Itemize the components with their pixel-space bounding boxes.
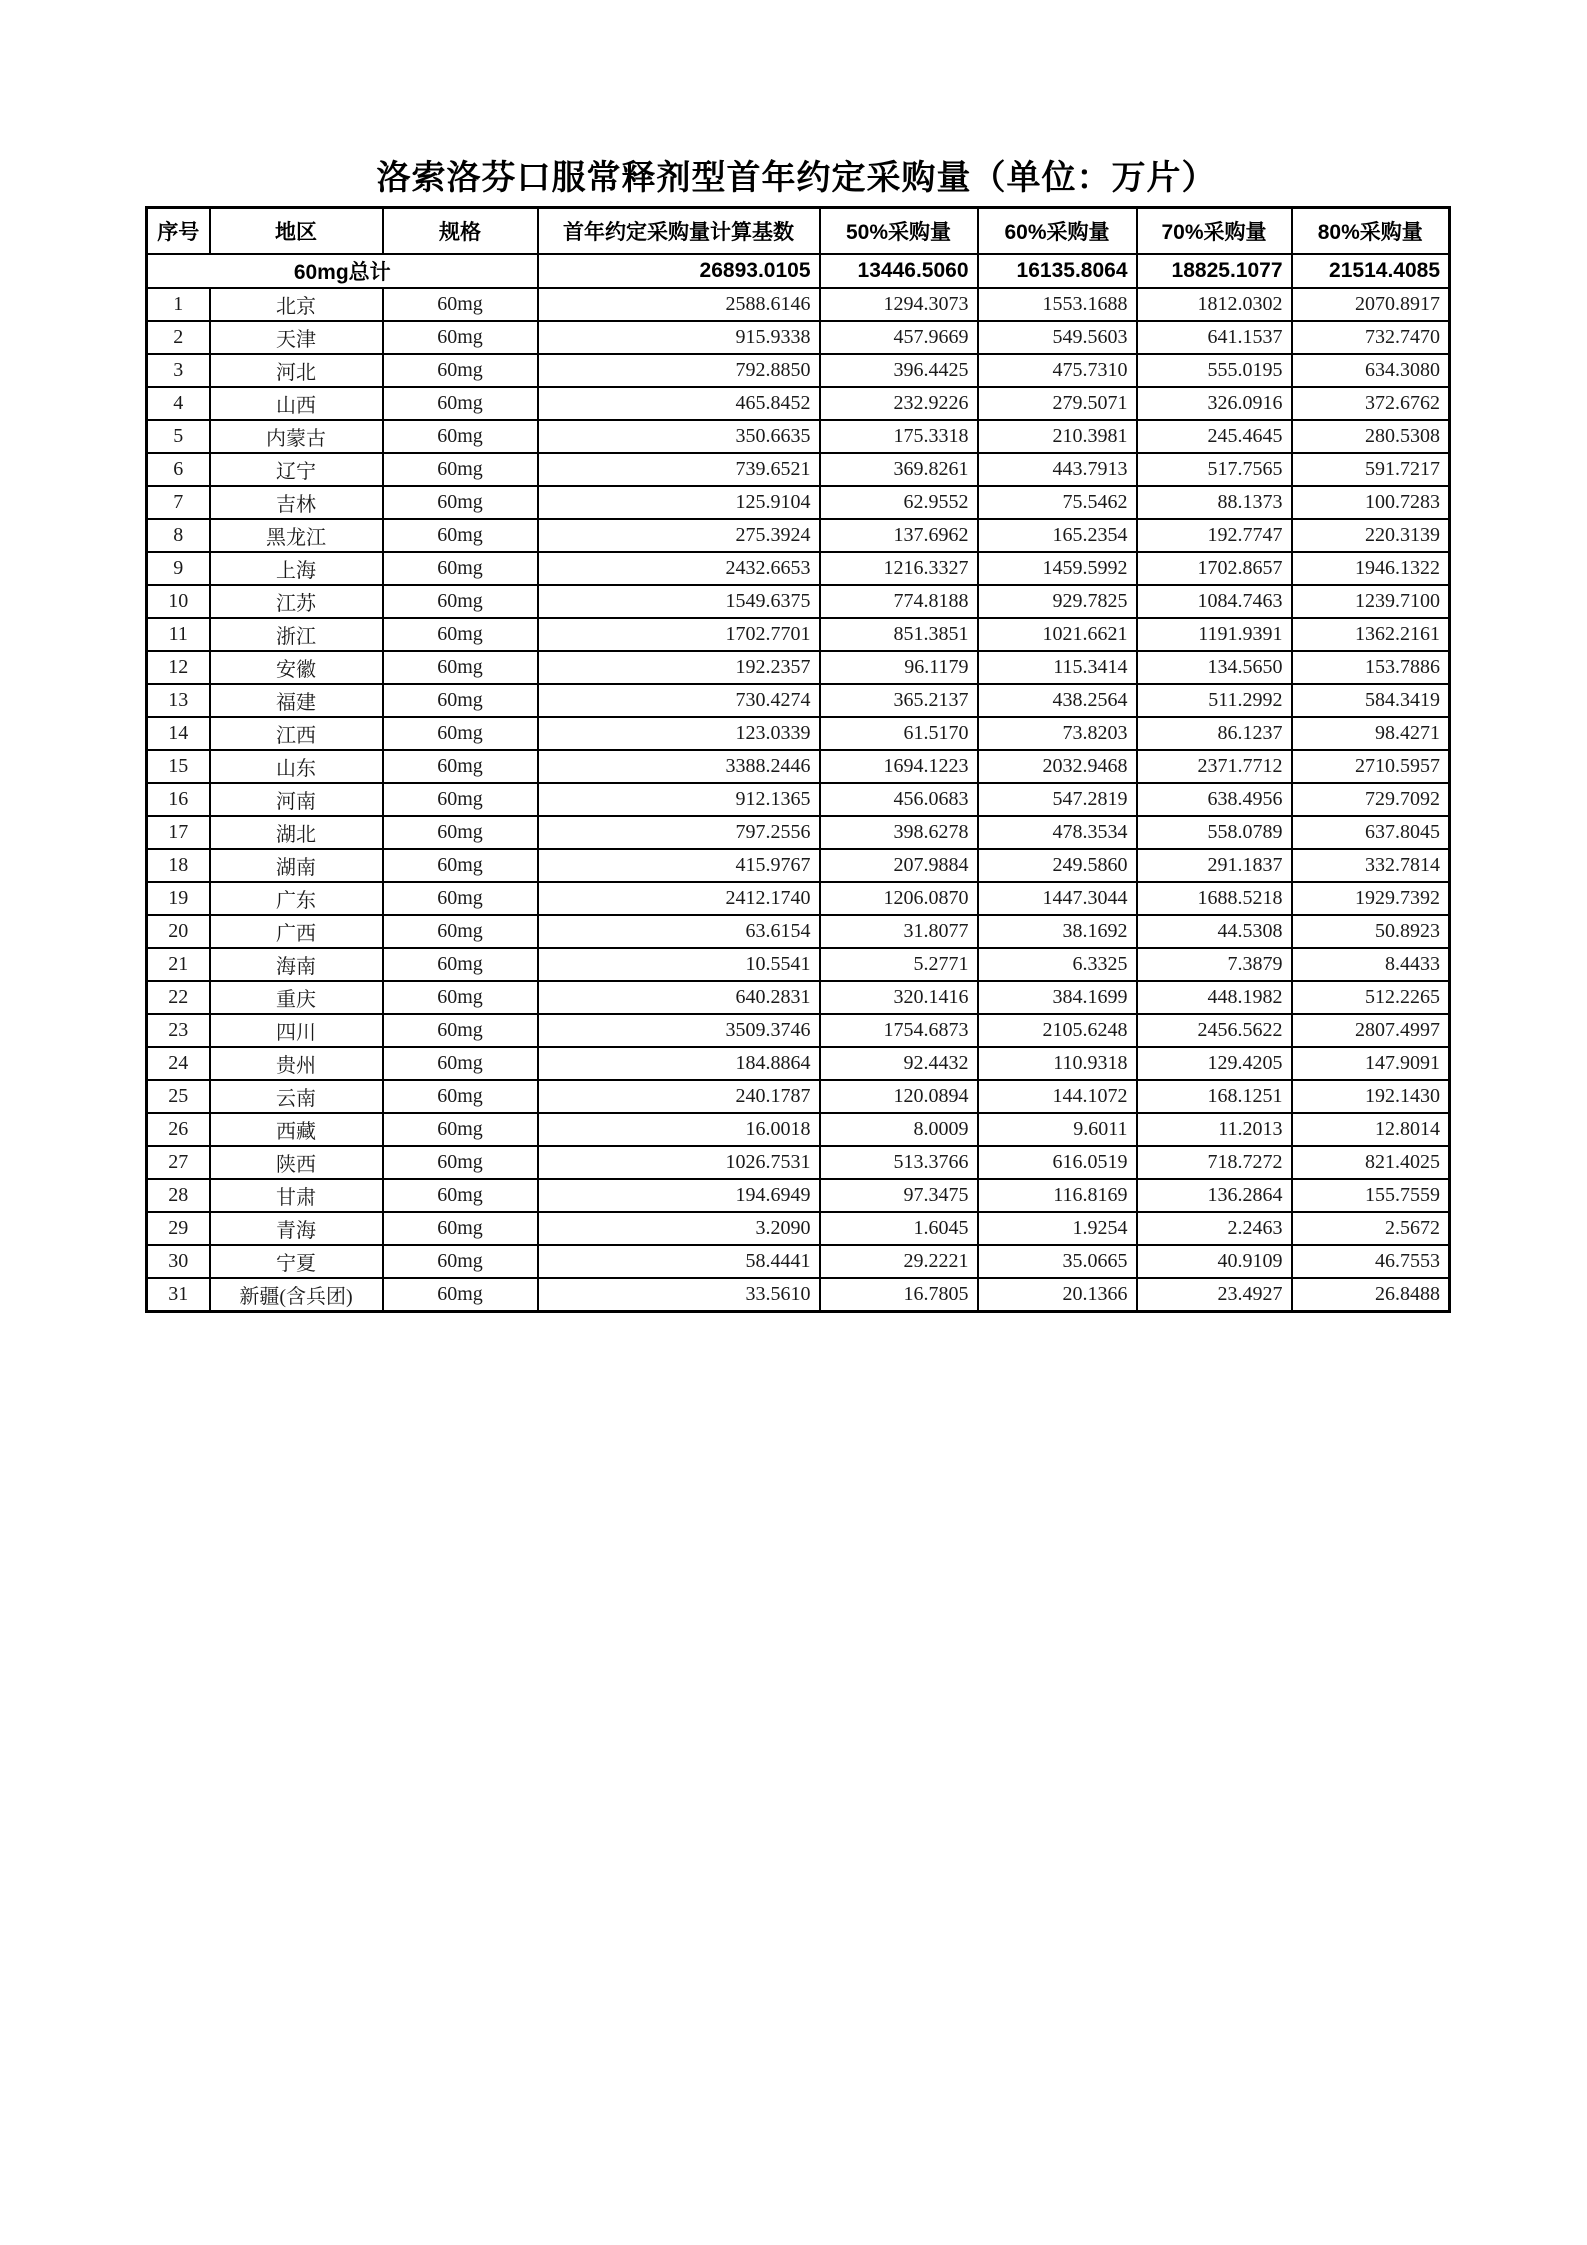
qty60-cell: 73.8203 bbox=[978, 717, 1137, 750]
region-cell: 广西 bbox=[210, 915, 383, 948]
region-cell: 宁夏 bbox=[210, 1245, 383, 1278]
qty50-cell: 5.2771 bbox=[820, 948, 978, 981]
row-index-cell: 2 bbox=[147, 321, 210, 354]
page-title: 洛索洛芬口服常释剂型首年约定采购量（单位：万片） bbox=[376, 159, 1217, 197]
spec-cell: 60mg bbox=[383, 1212, 538, 1245]
qty50-cell: 232.9226 bbox=[820, 387, 978, 420]
qty50-cell: 92.4432 bbox=[820, 1047, 978, 1080]
qty50-cell: 1.6045 bbox=[820, 1212, 978, 1245]
spec-cell: 60mg bbox=[383, 1278, 538, 1312]
qty80-cell: 2.5672 bbox=[1292, 1212, 1450, 1245]
qty50-cell: 456.0683 bbox=[820, 783, 978, 816]
table-row bbox=[147, 1278, 1450, 1312]
row-index-cell: 31 bbox=[147, 1278, 210, 1312]
qty50-cell: 120.0894 bbox=[820, 1080, 978, 1113]
spec-cell: 60mg bbox=[383, 1014, 538, 1047]
total-qty80: 21514.4085 bbox=[1292, 254, 1450, 288]
qty60-cell: 35.0665 bbox=[978, 1245, 1137, 1278]
qty60-cell: 144.1072 bbox=[978, 1080, 1137, 1113]
table-row bbox=[147, 486, 1450, 519]
qty60-cell: 384.1699 bbox=[978, 981, 1137, 1014]
qty60-cell: 210.3981 bbox=[978, 420, 1137, 453]
region-cell: 河北 bbox=[210, 354, 383, 387]
table-row bbox=[147, 717, 1450, 750]
qty50-cell: 1216.3327 bbox=[820, 552, 978, 585]
base-qty-cell: 3.2090 bbox=[538, 1212, 820, 1245]
region-cell: 西藏 bbox=[210, 1113, 383, 1146]
qty70-cell: 7.3879 bbox=[1137, 948, 1292, 981]
qty60-cell: 616.0519 bbox=[978, 1146, 1137, 1179]
qty70-cell: 1702.8657 bbox=[1137, 552, 1292, 585]
spec-cell: 60mg bbox=[383, 981, 538, 1014]
row-index-cell: 29 bbox=[147, 1212, 210, 1245]
region-cell: 黑龙江 bbox=[210, 519, 383, 552]
spec-cell: 60mg bbox=[383, 321, 538, 354]
spec-cell: 60mg bbox=[383, 948, 538, 981]
qty60-cell: 2032.9468 bbox=[978, 750, 1137, 783]
base-qty-cell: 3509.3746 bbox=[538, 1014, 820, 1047]
table-row bbox=[147, 321, 1450, 354]
table-row bbox=[147, 948, 1450, 981]
qty50-cell: 31.8077 bbox=[820, 915, 978, 948]
header-spec: 规格 bbox=[383, 208, 538, 254]
spec-cell: 60mg bbox=[383, 1146, 538, 1179]
region-cell: 江西 bbox=[210, 717, 383, 750]
qty80-cell: 147.9091 bbox=[1292, 1047, 1450, 1080]
qty80-cell: 280.5308 bbox=[1292, 420, 1450, 453]
region-cell: 重庆 bbox=[210, 981, 383, 1014]
qty70-cell: 555.0195 bbox=[1137, 354, 1292, 387]
qty50-cell: 61.5170 bbox=[820, 717, 978, 750]
qty80-cell: 12.8014 bbox=[1292, 1113, 1450, 1146]
row-index-cell: 23 bbox=[147, 1014, 210, 1047]
qty70-cell: 1812.0302 bbox=[1137, 288, 1292, 321]
qty50-cell: 16.7805 bbox=[820, 1278, 978, 1312]
table-row bbox=[147, 1212, 1450, 1245]
qty50-cell: 774.8188 bbox=[820, 585, 978, 618]
base-qty-cell: 2412.1740 bbox=[538, 882, 820, 915]
row-index-cell: 30 bbox=[147, 1245, 210, 1278]
qty70-cell: 448.1982 bbox=[1137, 981, 1292, 1014]
row-index-cell: 25 bbox=[147, 1080, 210, 1113]
table-row bbox=[147, 783, 1450, 816]
qty80-cell: 2807.4997 bbox=[1292, 1014, 1450, 1047]
qty70-cell: 718.7272 bbox=[1137, 1146, 1292, 1179]
row-index-cell: 4 bbox=[147, 387, 210, 420]
qty70-cell: 558.0789 bbox=[1137, 816, 1292, 849]
qty80-cell: 155.7559 bbox=[1292, 1179, 1450, 1212]
qty80-cell: 1239.7100 bbox=[1292, 585, 1450, 618]
qty60-cell: 1021.6621 bbox=[978, 618, 1137, 651]
qty50-cell: 513.3766 bbox=[820, 1146, 978, 1179]
table-row bbox=[147, 387, 1450, 420]
region-cell: 安徽 bbox=[210, 651, 383, 684]
region-cell: 上海 bbox=[210, 552, 383, 585]
qty80-cell: 2070.8917 bbox=[1292, 288, 1450, 321]
header-qty60: 60%采购量 bbox=[978, 208, 1137, 254]
qty70-cell: 638.4956 bbox=[1137, 783, 1292, 816]
qty80-cell: 732.7470 bbox=[1292, 321, 1450, 354]
base-qty-cell: 915.9338 bbox=[538, 321, 820, 354]
table-row bbox=[147, 1113, 1450, 1146]
header-qty80: 80%采购量 bbox=[1292, 208, 1450, 254]
base-qty-cell: 63.6154 bbox=[538, 915, 820, 948]
qty80-cell: 729.7092 bbox=[1292, 783, 1450, 816]
qty70-cell: 1084.7463 bbox=[1137, 585, 1292, 618]
region-cell: 海南 bbox=[210, 948, 383, 981]
header-row bbox=[147, 208, 1450, 254]
qty60-cell: 549.5603 bbox=[978, 321, 1137, 354]
base-qty-cell: 640.2831 bbox=[538, 981, 820, 1014]
row-index-cell: 5 bbox=[147, 420, 210, 453]
qty70-cell: 2456.5622 bbox=[1137, 1014, 1292, 1047]
spec-cell: 60mg bbox=[383, 354, 538, 387]
header-qty70: 70%采购量 bbox=[1137, 208, 1292, 254]
qty60-cell: 475.7310 bbox=[978, 354, 1137, 387]
base-qty-cell: 912.1365 bbox=[538, 783, 820, 816]
table-row bbox=[147, 519, 1450, 552]
spec-cell: 60mg bbox=[383, 717, 538, 750]
spec-cell: 60mg bbox=[383, 882, 538, 915]
table-row bbox=[147, 684, 1450, 717]
header-qty50: 50%采购量 bbox=[820, 208, 978, 254]
qty70-cell: 291.1837 bbox=[1137, 849, 1292, 882]
spec-cell: 60mg bbox=[383, 453, 538, 486]
region-cell: 内蒙古 bbox=[210, 420, 383, 453]
qty80-cell: 2710.5957 bbox=[1292, 750, 1450, 783]
header-region: 地区 bbox=[210, 208, 383, 254]
row-index-cell: 1 bbox=[147, 288, 210, 321]
qty80-cell: 372.6762 bbox=[1292, 387, 1450, 420]
base-qty-cell: 2432.6653 bbox=[538, 552, 820, 585]
qty60-cell: 110.9318 bbox=[978, 1047, 1137, 1080]
qty70-cell: 11.2013 bbox=[1137, 1113, 1292, 1146]
qty70-cell: 511.2992 bbox=[1137, 684, 1292, 717]
region-cell: 新疆(含兵团) bbox=[210, 1278, 383, 1312]
table-row bbox=[147, 1014, 1450, 1047]
total-label: 60mg总计 bbox=[147, 254, 538, 288]
qty70-cell: 134.5650 bbox=[1137, 651, 1292, 684]
qty60-cell: 547.2819 bbox=[978, 783, 1137, 816]
region-cell: 山西 bbox=[210, 387, 383, 420]
spec-cell: 60mg bbox=[383, 1080, 538, 1113]
qty50-cell: 29.2221 bbox=[820, 1245, 978, 1278]
qty50-cell: 97.3475 bbox=[820, 1179, 978, 1212]
base-qty-cell: 3388.2446 bbox=[538, 750, 820, 783]
qty70-cell: 40.9109 bbox=[1137, 1245, 1292, 1278]
region-cell: 四川 bbox=[210, 1014, 383, 1047]
qty50-cell: 175.3318 bbox=[820, 420, 978, 453]
region-cell: 贵州 bbox=[210, 1047, 383, 1080]
base-qty-cell: 415.9767 bbox=[538, 849, 820, 882]
table-row bbox=[147, 453, 1450, 486]
row-index-cell: 20 bbox=[147, 915, 210, 948]
spec-cell: 60mg bbox=[383, 1047, 538, 1080]
row-index-cell: 7 bbox=[147, 486, 210, 519]
total-qty70: 18825.1077 bbox=[1137, 254, 1292, 288]
table-row bbox=[147, 618, 1450, 651]
row-index-cell: 10 bbox=[147, 585, 210, 618]
qty50-cell: 1206.0870 bbox=[820, 882, 978, 915]
qty50-cell: 398.6278 bbox=[820, 816, 978, 849]
qty80-cell: 153.7886 bbox=[1292, 651, 1450, 684]
qty60-cell: 20.1366 bbox=[978, 1278, 1137, 1312]
qty70-cell: 136.2864 bbox=[1137, 1179, 1292, 1212]
qty70-cell: 86.1237 bbox=[1137, 717, 1292, 750]
base-qty-cell: 1549.6375 bbox=[538, 585, 820, 618]
qty50-cell: 62.9552 bbox=[820, 486, 978, 519]
qty70-cell: 245.4645 bbox=[1137, 420, 1292, 453]
region-cell: 北京 bbox=[210, 288, 383, 321]
header-index: 序号 bbox=[147, 208, 210, 254]
region-cell: 陕西 bbox=[210, 1146, 383, 1179]
base-qty-cell: 2588.6146 bbox=[538, 288, 820, 321]
table-row bbox=[147, 1047, 1450, 1080]
qty60-cell: 478.3534 bbox=[978, 816, 1137, 849]
qty60-cell: 438.2564 bbox=[978, 684, 1137, 717]
base-qty-cell: 275.3924 bbox=[538, 519, 820, 552]
row-index-cell: 13 bbox=[147, 684, 210, 717]
qty70-cell: 326.0916 bbox=[1137, 387, 1292, 420]
spec-cell: 60mg bbox=[383, 387, 538, 420]
qty50-cell: 320.1416 bbox=[820, 981, 978, 1014]
row-index-cell: 18 bbox=[147, 849, 210, 882]
base-qty-cell: 350.6635 bbox=[538, 420, 820, 453]
qty50-cell: 369.8261 bbox=[820, 453, 978, 486]
qty50-cell: 396.4425 bbox=[820, 354, 978, 387]
spec-cell: 60mg bbox=[383, 849, 538, 882]
qty50-cell: 457.9669 bbox=[820, 321, 978, 354]
table-row bbox=[147, 651, 1450, 684]
qty60-cell: 116.8169 bbox=[978, 1179, 1137, 1212]
spec-cell: 60mg bbox=[383, 420, 538, 453]
qty60-cell: 929.7825 bbox=[978, 585, 1137, 618]
region-cell: 天津 bbox=[210, 321, 383, 354]
total-base-qty: 26893.0105 bbox=[538, 254, 820, 288]
qty50-cell: 1294.3073 bbox=[820, 288, 978, 321]
row-index-cell: 8 bbox=[147, 519, 210, 552]
spec-cell: 60mg bbox=[383, 816, 538, 849]
row-index-cell: 9 bbox=[147, 552, 210, 585]
base-qty-cell: 797.2556 bbox=[538, 816, 820, 849]
qty60-cell: 38.1692 bbox=[978, 915, 1137, 948]
spec-cell: 60mg bbox=[383, 519, 538, 552]
base-qty-cell: 194.6949 bbox=[538, 1179, 820, 1212]
qty70-cell: 168.1251 bbox=[1137, 1080, 1292, 1113]
row-index-cell: 12 bbox=[147, 651, 210, 684]
qty70-cell: 1688.5218 bbox=[1137, 882, 1292, 915]
header-base-qty: 首年约定采购量计算基数 bbox=[538, 208, 820, 254]
region-cell: 吉林 bbox=[210, 486, 383, 519]
row-index-cell: 3 bbox=[147, 354, 210, 387]
region-cell: 青海 bbox=[210, 1212, 383, 1245]
qty60-cell: 1553.1688 bbox=[978, 288, 1137, 321]
qty70-cell: 44.5308 bbox=[1137, 915, 1292, 948]
qty60-cell: 1459.5992 bbox=[978, 552, 1137, 585]
base-qty-cell: 58.4441 bbox=[538, 1245, 820, 1278]
qty60-cell: 1447.3044 bbox=[978, 882, 1137, 915]
qty80-cell: 26.8488 bbox=[1292, 1278, 1450, 1312]
spec-cell: 60mg bbox=[383, 1179, 538, 1212]
table-row bbox=[147, 1146, 1450, 1179]
table-row bbox=[147, 849, 1450, 882]
qty70-cell: 129.4205 bbox=[1137, 1047, 1292, 1080]
table-row bbox=[147, 1245, 1450, 1278]
table-row bbox=[147, 354, 1450, 387]
row-index-cell: 24 bbox=[147, 1047, 210, 1080]
qty70-cell: 2371.7712 bbox=[1137, 750, 1292, 783]
spec-cell: 60mg bbox=[383, 651, 538, 684]
qty80-cell: 192.1430 bbox=[1292, 1080, 1450, 1113]
region-cell: 甘肃 bbox=[210, 1179, 383, 1212]
base-qty-cell: 730.4274 bbox=[538, 684, 820, 717]
qty50-cell: 851.3851 bbox=[820, 618, 978, 651]
row-index-cell: 19 bbox=[147, 882, 210, 915]
base-qty-cell: 240.1787 bbox=[538, 1080, 820, 1113]
qty60-cell: 2105.6248 bbox=[978, 1014, 1137, 1047]
qty60-cell: 165.2354 bbox=[978, 519, 1137, 552]
qty60-cell: 75.5462 bbox=[978, 486, 1137, 519]
qty60-cell: 1.9254 bbox=[978, 1212, 1137, 1245]
qty50-cell: 8.0009 bbox=[820, 1113, 978, 1146]
total-qty50: 13446.5060 bbox=[820, 254, 978, 288]
row-index-cell: 14 bbox=[147, 717, 210, 750]
qty50-cell: 207.9884 bbox=[820, 849, 978, 882]
spec-cell: 60mg bbox=[383, 1245, 538, 1278]
region-cell: 辽宁 bbox=[210, 453, 383, 486]
spec-cell: 60mg bbox=[383, 750, 538, 783]
table-row bbox=[147, 288, 1450, 321]
base-qty-cell: 792.8850 bbox=[538, 354, 820, 387]
table-row bbox=[147, 981, 1450, 1014]
qty50-cell: 96.1179 bbox=[820, 651, 978, 684]
qty80-cell: 1929.7392 bbox=[1292, 882, 1450, 915]
qty70-cell: 2.2463 bbox=[1137, 1212, 1292, 1245]
qty80-cell: 637.8045 bbox=[1292, 816, 1450, 849]
base-qty-cell: 123.0339 bbox=[538, 717, 820, 750]
qty70-cell: 23.4927 bbox=[1137, 1278, 1292, 1312]
qty80-cell: 8.4433 bbox=[1292, 948, 1450, 981]
total-row bbox=[147, 254, 1450, 288]
qty80-cell: 512.2265 bbox=[1292, 981, 1450, 1014]
qty50-cell: 1754.6873 bbox=[820, 1014, 978, 1047]
base-qty-cell: 125.9104 bbox=[538, 486, 820, 519]
table-row bbox=[147, 552, 1450, 585]
qty80-cell: 98.4271 bbox=[1292, 717, 1450, 750]
base-qty-cell: 1702.7701 bbox=[538, 618, 820, 651]
procurement-table bbox=[145, 206, 1451, 1313]
spec-cell: 60mg bbox=[383, 585, 538, 618]
region-cell: 浙江 bbox=[210, 618, 383, 651]
qty60-cell: 249.5860 bbox=[978, 849, 1137, 882]
qty80-cell: 584.3419 bbox=[1292, 684, 1450, 717]
qty60-cell: 6.3325 bbox=[978, 948, 1137, 981]
qty80-cell: 100.7283 bbox=[1292, 486, 1450, 519]
row-index-cell: 16 bbox=[147, 783, 210, 816]
spec-cell: 60mg bbox=[383, 684, 538, 717]
table-body bbox=[147, 288, 1450, 1312]
row-index-cell: 11 bbox=[147, 618, 210, 651]
qty80-cell: 332.7814 bbox=[1292, 849, 1450, 882]
base-qty-cell: 16.0018 bbox=[538, 1113, 820, 1146]
spec-cell: 60mg bbox=[383, 288, 538, 321]
base-qty-cell: 33.5610 bbox=[538, 1278, 820, 1312]
region-cell: 湖北 bbox=[210, 816, 383, 849]
qty50-cell: 1694.1223 bbox=[820, 750, 978, 783]
spec-cell: 60mg bbox=[383, 783, 538, 816]
table-row bbox=[147, 1179, 1450, 1212]
base-qty-cell: 465.8452 bbox=[538, 387, 820, 420]
qty70-cell: 88.1373 bbox=[1137, 486, 1292, 519]
row-index-cell: 28 bbox=[147, 1179, 210, 1212]
qty60-cell: 443.7913 bbox=[978, 453, 1137, 486]
row-index-cell: 15 bbox=[147, 750, 210, 783]
qty60-cell: 115.3414 bbox=[978, 651, 1137, 684]
row-index-cell: 27 bbox=[147, 1146, 210, 1179]
row-index-cell: 22 bbox=[147, 981, 210, 1014]
qty70-cell: 517.7565 bbox=[1137, 453, 1292, 486]
spec-cell: 60mg bbox=[383, 552, 538, 585]
region-cell: 江苏 bbox=[210, 585, 383, 618]
spec-cell: 60mg bbox=[383, 486, 538, 519]
qty80-cell: 50.8923 bbox=[1292, 915, 1450, 948]
qty70-cell: 192.7747 bbox=[1137, 519, 1292, 552]
table-row bbox=[147, 420, 1450, 453]
region-cell: 湖南 bbox=[210, 849, 383, 882]
region-cell: 云南 bbox=[210, 1080, 383, 1113]
table-row bbox=[147, 915, 1450, 948]
table-row bbox=[147, 750, 1450, 783]
base-qty-cell: 1026.7531 bbox=[538, 1146, 820, 1179]
spec-cell: 60mg bbox=[383, 618, 538, 651]
spec-cell: 60mg bbox=[383, 915, 538, 948]
qty80-cell: 46.7553 bbox=[1292, 1245, 1450, 1278]
base-qty-cell: 184.8864 bbox=[538, 1047, 820, 1080]
base-qty-cell: 192.2357 bbox=[538, 651, 820, 684]
region-cell: 河南 bbox=[210, 783, 383, 816]
qty80-cell: 591.7217 bbox=[1292, 453, 1450, 486]
qty60-cell: 9.6011 bbox=[978, 1113, 1137, 1146]
base-qty-cell: 739.6521 bbox=[538, 453, 820, 486]
qty60-cell: 279.5071 bbox=[978, 387, 1137, 420]
spec-cell: 60mg bbox=[383, 1113, 538, 1146]
region-cell: 福建 bbox=[210, 684, 383, 717]
table-row bbox=[147, 1080, 1450, 1113]
region-cell: 山东 bbox=[210, 750, 383, 783]
qty70-cell: 641.1537 bbox=[1137, 321, 1292, 354]
base-qty-cell: 10.5541 bbox=[538, 948, 820, 981]
total-qty60: 16135.8064 bbox=[978, 254, 1137, 288]
row-index-cell: 6 bbox=[147, 453, 210, 486]
qty70-cell: 1191.9391 bbox=[1137, 618, 1292, 651]
qty80-cell: 821.4025 bbox=[1292, 1146, 1450, 1179]
table-row bbox=[147, 816, 1450, 849]
table-row bbox=[147, 882, 1450, 915]
qty80-cell: 634.3080 bbox=[1292, 354, 1450, 387]
qty50-cell: 137.6962 bbox=[820, 519, 978, 552]
row-index-cell: 17 bbox=[147, 816, 210, 849]
qty80-cell: 1362.2161 bbox=[1292, 618, 1450, 651]
row-index-cell: 21 bbox=[147, 948, 210, 981]
row-index-cell: 26 bbox=[147, 1113, 210, 1146]
qty80-cell: 1946.1322 bbox=[1292, 552, 1450, 585]
qty50-cell: 365.2137 bbox=[820, 684, 978, 717]
region-cell: 广东 bbox=[210, 882, 383, 915]
qty80-cell: 220.3139 bbox=[1292, 519, 1450, 552]
table-row bbox=[147, 585, 1450, 618]
